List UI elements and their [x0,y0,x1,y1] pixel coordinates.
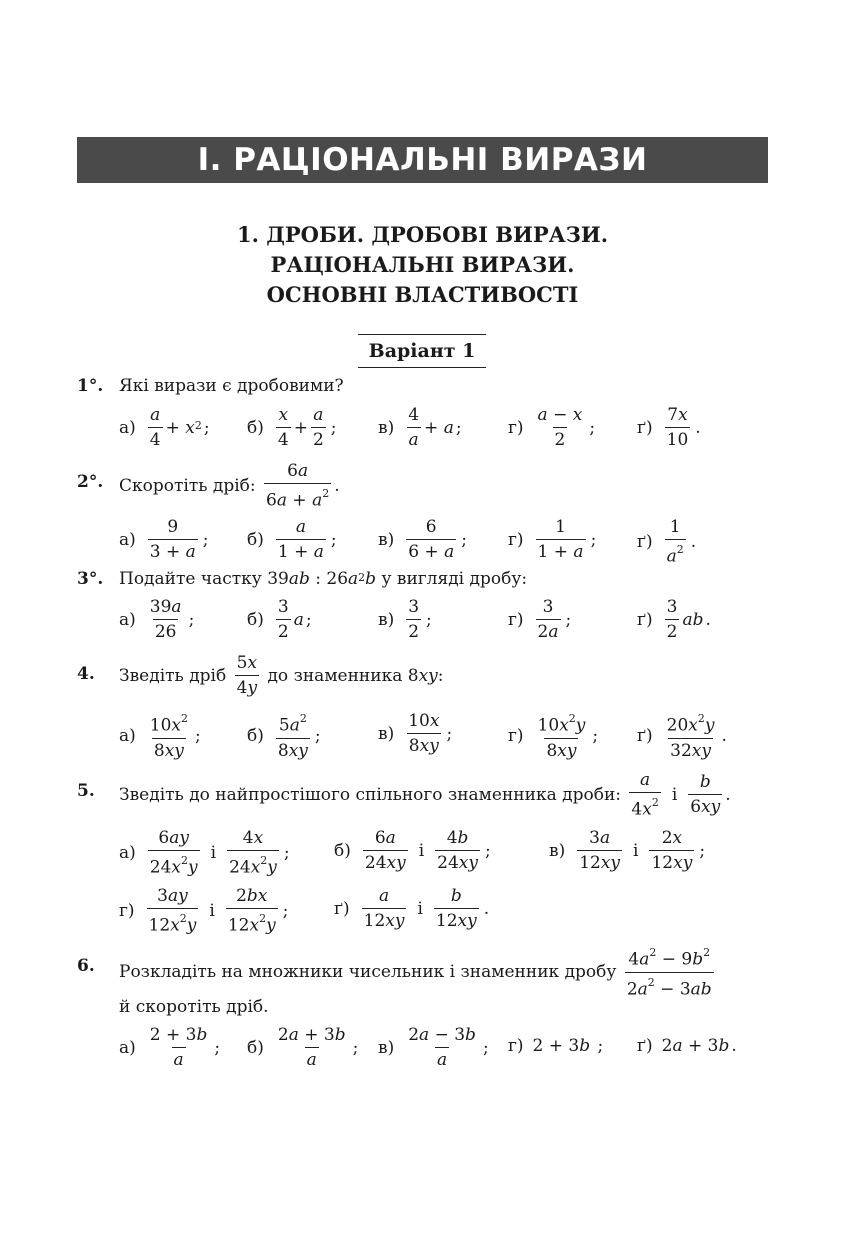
q2-option-e: ґ) 1 $a^2$ . [637,517,697,567]
q3-option-b: б) 3 2 a ; [247,597,312,642]
variant-heading: Варіант 1 [358,334,486,368]
q5-option-a: а) 6ay $24x^2y$ і 4x $24x^2y$ ; [119,828,290,878]
q1-option-e: ґ) 7x 10 . [637,405,701,450]
question-6-text: Розкладіть на множники чисельник і знаменник дробу $4a^2 - 9b^2$ $2a^2 - 3ab$ [119,946,712,1000]
question-3-text: Подайте частку 39 ab : 26 a $^2$ b у вигляді дробу: [119,569,528,589]
q5-option-d: г) 3ay $12x^2y$ і 2bx $12x^2y$ ; [119,886,289,936]
question-2-text: Скоротіть дріб: 6a $6a + a^2$ . [119,461,340,511]
q4-option-d: г) $10x^2y$ 8xy ; [508,712,599,761]
question-5-text: Зведіть до найпростішого спільного знаменника дроби: a $4x^2$ і b 6xy . [119,770,731,820]
q2-option-b: б) a 1 + a ; [247,517,337,562]
q6-option-a: а) 2 + 3b a ; [119,1025,221,1070]
section-title-line-3: ОСНОВНІ ВЛАСТИВОСТІ [266,282,579,307]
question-2-number: 2°. [77,472,104,492]
q6-option-d: г) 2 + 3 b ; [508,1036,604,1056]
q5-option-b: б) 6a 24xy і 4b 24xy ; [334,828,491,873]
q2-option-c: в) 6 6 + a ; [378,517,467,562]
q1-option-a: а) a 4 + x $^2$ ; [119,405,210,450]
q2-option-d: г) 1 1 + a ; [508,517,597,562]
question-1-number: 1°. [77,376,104,396]
q1-option-b: б) x 4 + a 2 ; [247,405,337,450]
q1-option-d: г) a − x 2 ; [508,405,596,450]
question-6-text-2: й скоротіть дріб. [119,997,269,1017]
question-4-text: Зведіть дріб 5x 4y до знаменника 8 xy : [119,653,444,698]
section-title-line-2: РАЦІОНАЛЬНІ ВИРАЗИ. [270,252,575,277]
q4-option-c: в) 10x 8xy ; [378,711,453,756]
q4-option-b: б) $5a^2$ 8xy ; [247,712,321,761]
q5-option-c: в) 3a 12xy і 2x 12xy ; [549,828,706,873]
q4-option-e: ґ) $20x^2y$ 32xy . [637,712,727,761]
q6-option-c: в) 2a − 3b a ; [378,1025,489,1070]
question-3-number: 3°. [77,569,104,589]
q6-option-b: б) 2a + 3b a ; [247,1025,359,1070]
question-6-number: 6. [77,956,95,976]
q3-option-c: в) 3 2 ; [378,597,432,642]
q6-option-e: ґ) 2 a + 3 b . [637,1036,737,1056]
q3-option-d: г) 3 2a ; [508,597,572,642]
question-1-text: Які вирази є дробовими? [119,376,344,396]
q1-option-c: в) 4 a + a ; [378,405,462,450]
chapter-title: I. РАЦІОНАЛЬНІ ВИРАЗИ [77,137,768,183]
q2-option-a: а) 9 3 + a ; [119,517,209,562]
section-title-line-1: 1. ДРОБИ. ДРОБОВІ ВИРАЗИ. [236,222,609,247]
q3-option-a: а) 39a 26 ; [119,597,195,642]
question-4-number: 4. [77,664,95,684]
q3-option-e: ґ) 3 2 ab . [637,597,711,642]
q5-option-e: ґ) a 12xy і b 12xy . [334,886,490,931]
question-5-number: 5. [77,781,95,801]
q4-option-a: а) $10x^2$ 8xy ; [119,712,201,761]
